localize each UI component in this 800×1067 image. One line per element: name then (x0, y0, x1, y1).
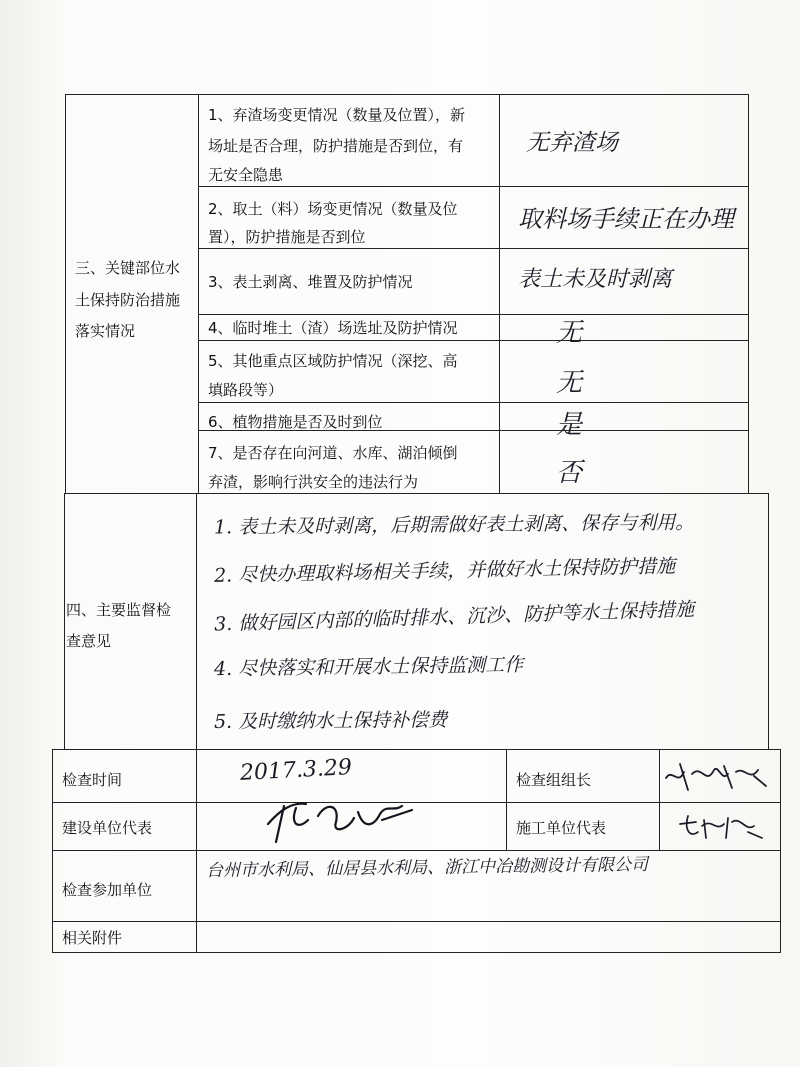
opinion-line: 1. 表土未及时剥离，后期需做好表土剥离、保存与利用。 (213, 511, 695, 539)
leader-label: 检查组组长 (516, 771, 592, 789)
opinion-line: 3. 做好园区内部的临时排水、沉沙、防护等水土保持措施 (213, 598, 695, 636)
item-text-line: 5、其他重点区域防护情况（深挖、高 (208, 352, 458, 370)
participants-label: 检查参加单位 (62, 881, 153, 899)
section3-label-line: 三、关键部位水 (75, 259, 181, 277)
item-text-line: 1、弃渣场变更情况（数量及位置），新 (208, 106, 466, 124)
leader-signature (662, 756, 772, 796)
handwritten-answer: 取料场手续正在办理 (518, 205, 734, 233)
item-text-line: 场址是否合理，防护措施是否到位，有 (208, 137, 464, 155)
handwritten-answer: 是 (556, 410, 583, 440)
section3-label-line: 落实情况 (75, 322, 136, 340)
contractor-rep-signature (676, 808, 766, 844)
item-text-line: 置），防护措施是否到位 (208, 228, 366, 246)
item-text-line: 3、表土剥离、堆置及防护情况 (208, 273, 413, 291)
section4-label-line: 查意见 (66, 632, 112, 650)
builder-rep-signature (262, 790, 422, 846)
builder-rep-label: 建设单位代表 (62, 819, 153, 837)
item-text-line: 6、植物措施是否及时到位 (208, 413, 383, 431)
item-text-line: 4、临时堆土（渣）场选址及防护情况 (208, 319, 458, 337)
item-text-line: 无安全隐患 (208, 166, 284, 184)
item-text-line: 7、是否存在向河道、水库、湖泊倾倒 (208, 444, 458, 462)
inspect-time-value: 2017.3.29 (239, 755, 353, 786)
handwritten-answer: 表土未及时剥离 (518, 267, 673, 292)
item-text-line: 填路段等） (208, 381, 284, 399)
handwritten-answer: 无 (556, 368, 583, 398)
handwritten-answer: 无 (556, 318, 583, 348)
item-text-line: 弃渣，影响行洪安全的违法行为 (208, 473, 419, 491)
section3-label-line: 土保持防治措施 (75, 291, 181, 309)
item-text-line: 2、取土（料）场变更情况（数量及位 (208, 200, 458, 218)
section4-label-line: 四、主要监督检 (66, 601, 172, 619)
opinion-line: 5. 及时缴纳水土保持补偿费 (213, 708, 448, 734)
opinion-line: 4. 尽快落实和开展水土保持监测工作 (213, 653, 524, 681)
contractor-rep-label: 施工单位代表 (516, 819, 607, 837)
handwritten-answer: 无弃渣场 (526, 130, 618, 156)
attachments-label: 相关附件 (62, 929, 123, 947)
participants-value: 台州市水利局、仙居县水利局、浙江中冶勘测设计有限公司 (205, 854, 649, 882)
inspect-time-label: 检查时间 (62, 771, 123, 789)
handwritten-answer: 否 (556, 458, 583, 488)
opinion-line: 2. 尽快办理取料场相关手续，并做好水土保持防护措施 (213, 555, 676, 587)
